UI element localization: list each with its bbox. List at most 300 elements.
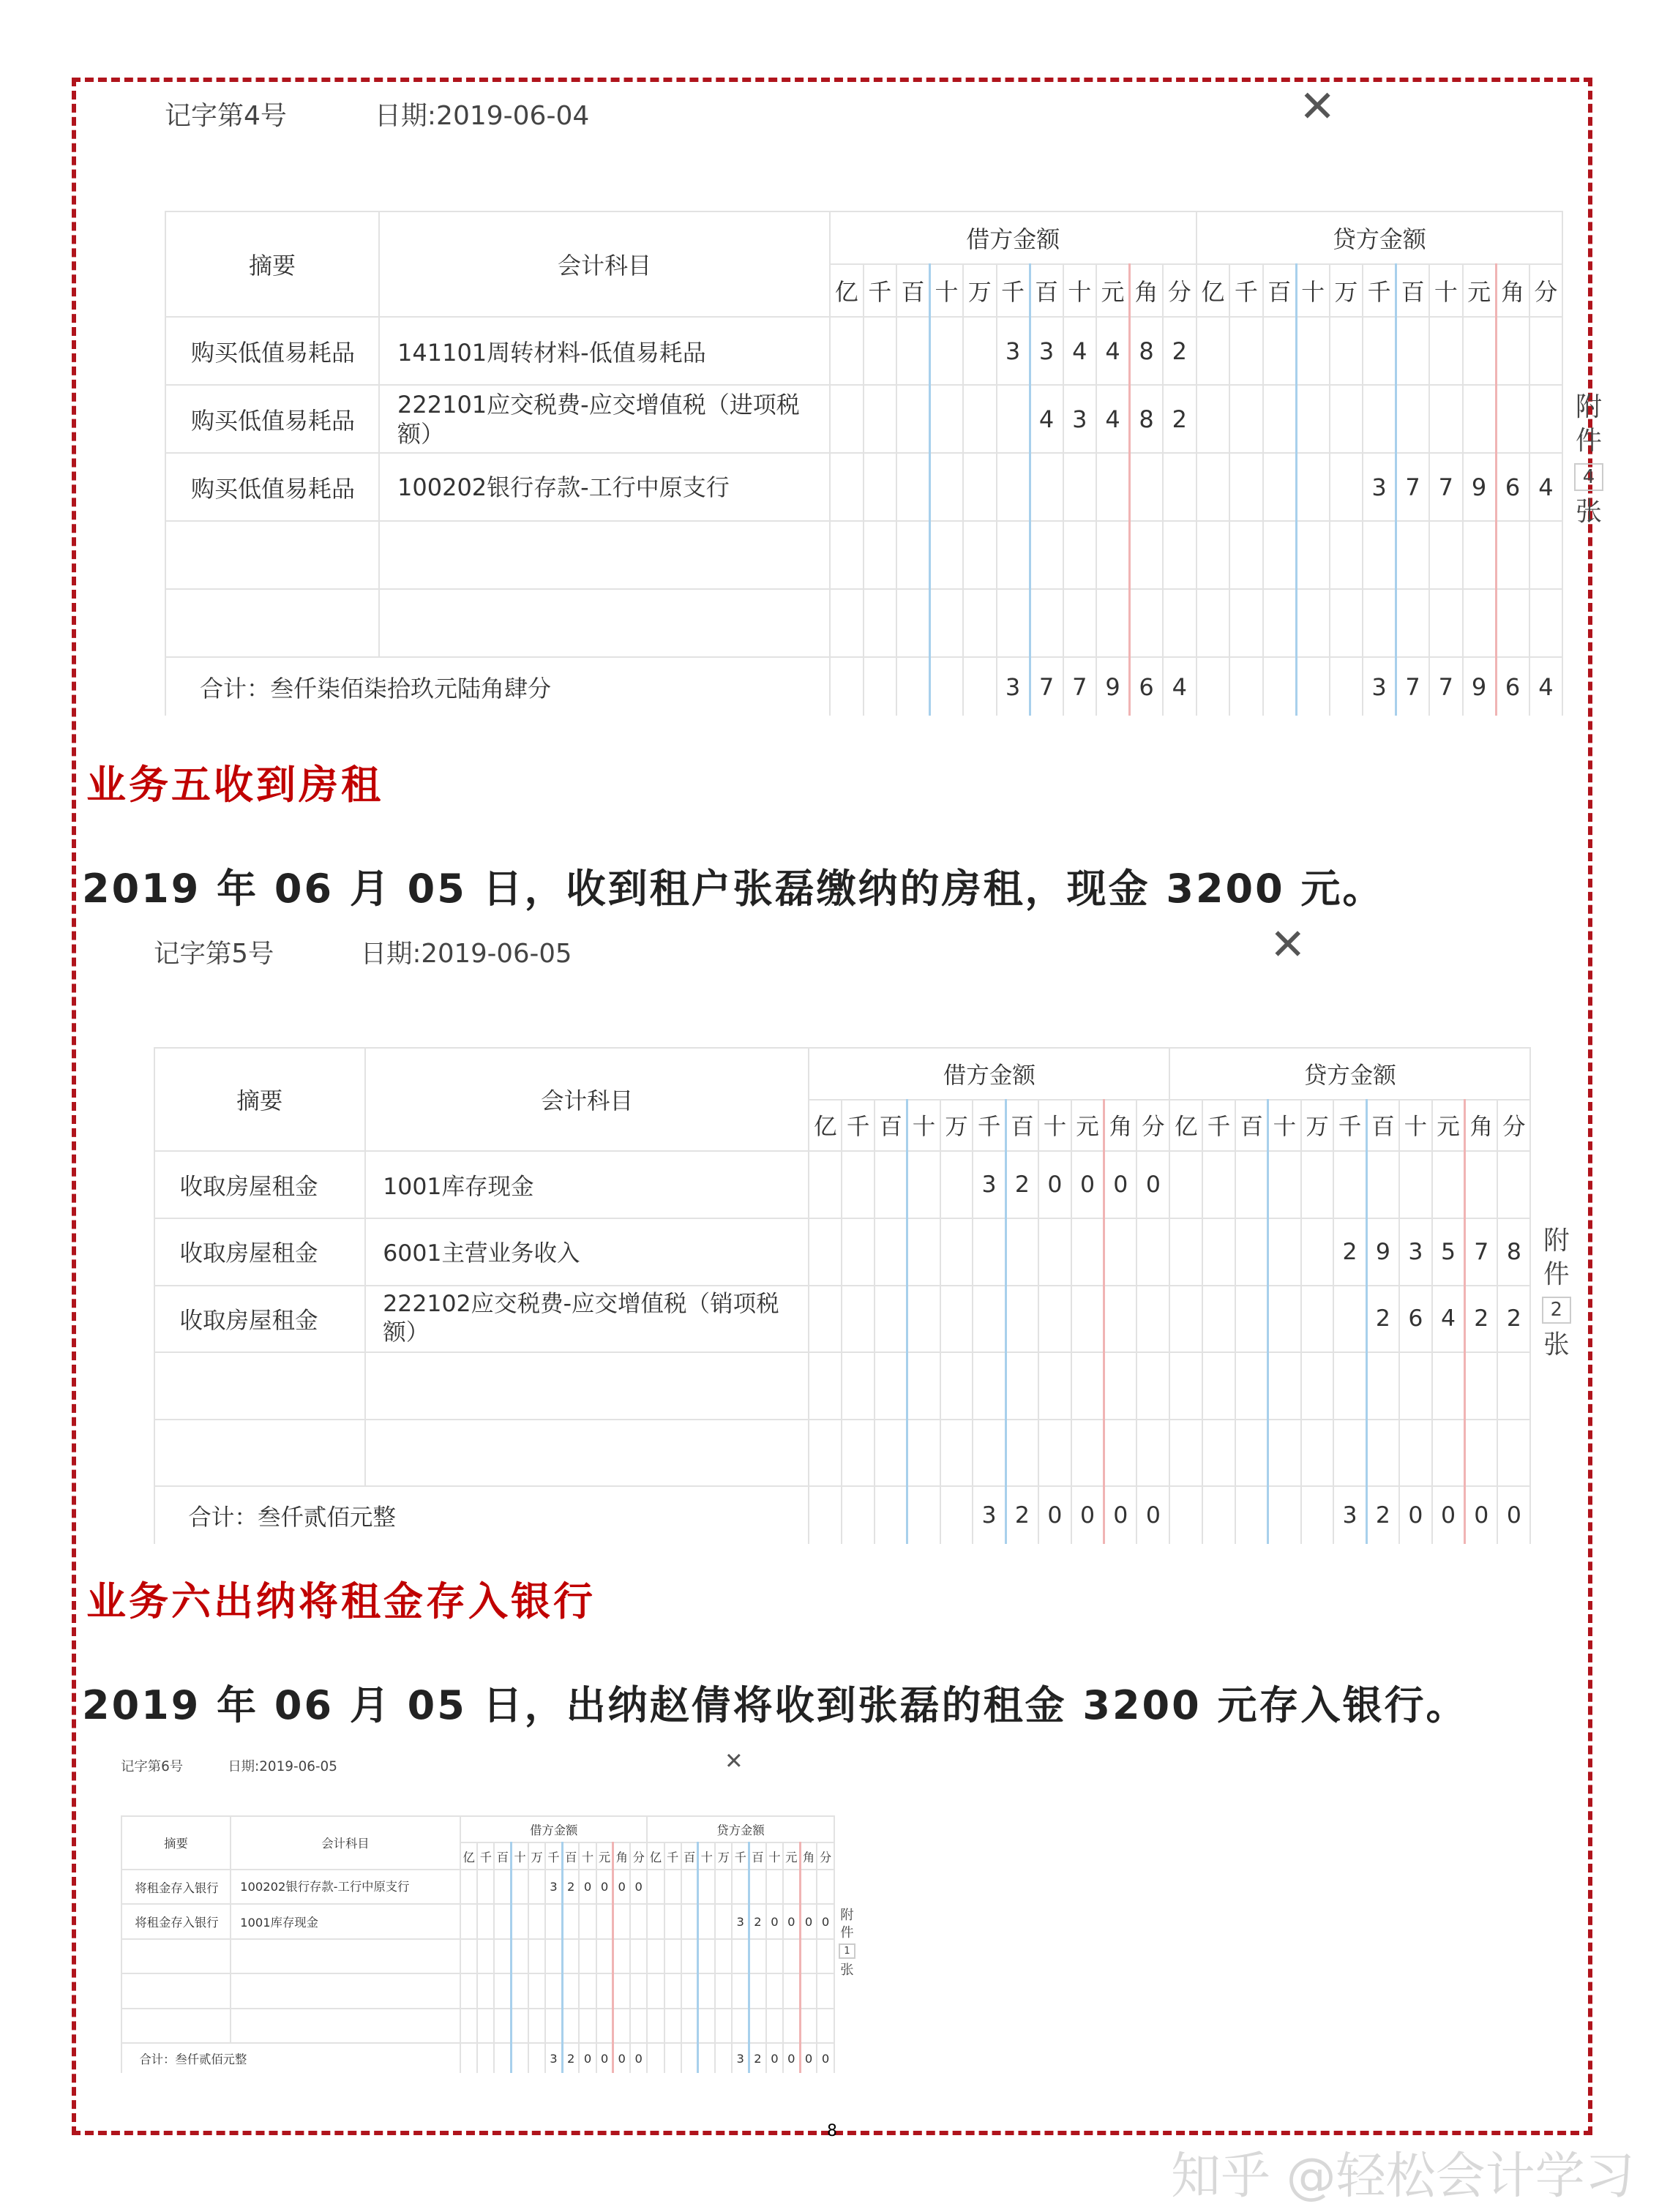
debit-digit <box>596 2009 613 2043</box>
total-debit-digit: 3 <box>545 2043 562 2073</box>
debit-digit <box>875 1218 907 1286</box>
debit-digit <box>613 1973 630 2008</box>
digit-place-header: 元 <box>1071 1100 1104 1152</box>
voucher-header <box>165 95 589 132</box>
debit-digit <box>477 1973 494 2008</box>
debit-digit <box>1071 1218 1104 1286</box>
credit-digit <box>1263 385 1297 453</box>
debit-digit <box>896 453 930 521</box>
credit-digit <box>783 2009 800 2043</box>
debit-digit: 0 <box>1071 1151 1104 1218</box>
total-debit-digit <box>907 1486 940 1544</box>
digit-place-header: 十 <box>1429 264 1463 317</box>
total-row <box>121 2043 834 2073</box>
digit-place-header: 百 <box>681 1842 698 1870</box>
row-summary[interactable]: 购买低值易耗品 <box>165 453 379 521</box>
digit-place-header: 千 <box>732 1842 749 1870</box>
total-debit-digit <box>930 657 964 716</box>
debit-digit <box>562 1939 579 1973</box>
attachment-label: 件 <box>1575 426 1602 457</box>
total-credit-digit: 0 <box>1432 1486 1465 1544</box>
digit-place-header: 千 <box>1363 264 1396 317</box>
credit-digit <box>1301 1286 1334 1353</box>
digit-place-header: 分 <box>817 1842 834 1870</box>
voucher-table <box>121 1815 835 2073</box>
digit-place-header: 元 <box>783 1842 800 1870</box>
debit-digit: 0 <box>630 1870 647 1904</box>
voucher-number: 记字第5号 <box>154 939 274 969</box>
credit-digit <box>1363 317 1396 385</box>
row-subject[interactable] <box>231 2009 460 2043</box>
credit-digit <box>681 2009 698 2043</box>
digit-place-header: 十 <box>512 1842 528 1870</box>
debit-digit <box>477 1904 494 1938</box>
credit-digit <box>1196 521 1230 589</box>
debit-digit <box>809 1218 842 1286</box>
credit-digit <box>1235 1352 1268 1420</box>
debit-digit <box>1163 521 1196 589</box>
debit-digit <box>1071 1420 1104 1487</box>
row-subject[interactable] <box>231 1939 460 1973</box>
summary-header: 摘要 <box>121 1816 231 1870</box>
credit-digit: 4 <box>1529 453 1563 521</box>
table-row <box>154 1151 1530 1218</box>
credit-digit <box>1429 385 1463 453</box>
digit-place-header: 角 <box>1496 264 1529 317</box>
row-subject[interactable]: 1001库存现金 <box>365 1151 809 1218</box>
debit-digit <box>1104 1286 1137 1353</box>
credit-digit: 0 <box>766 1904 783 1938</box>
credit-digit <box>1330 317 1363 385</box>
credit-digit <box>817 2009 834 2043</box>
credit-digit <box>1465 1420 1498 1487</box>
credit-digit <box>1333 1286 1366 1353</box>
digit-place-header: 百 <box>1366 1100 1399 1152</box>
credit-digit <box>664 1870 681 1904</box>
debit-digit <box>1096 589 1130 657</box>
debit-digit <box>545 2009 562 2043</box>
attachment-count-input[interactable]: 2 <box>1542 1297 1570 1324</box>
digit-place-header: 元 <box>1096 264 1130 317</box>
debit-digit <box>940 1420 973 1487</box>
total-debit-digit <box>512 2043 528 2073</box>
total-credit-digit: 3 <box>1363 657 1396 716</box>
credit-digit <box>1529 317 1563 385</box>
credit-digit <box>681 1870 698 1904</box>
credit-digit: 3 <box>732 1904 749 1938</box>
row-summary[interactable] <box>154 1420 365 1487</box>
voucher-date: 日期:2019-06-04 <box>374 101 590 131</box>
credit-digit <box>1366 1352 1399 1420</box>
digit-place-header: 百 <box>1030 264 1063 317</box>
total-credit-digit <box>1268 1486 1301 1544</box>
row-summary[interactable]: 购买低值易耗品 <box>165 317 379 385</box>
total-debit-digit <box>896 657 930 716</box>
digit-place-header: 百 <box>494 1842 511 1870</box>
total-debit-digit: 0 <box>1071 1486 1104 1544</box>
debit-digit <box>562 1904 579 1938</box>
debit-digit <box>940 1352 973 1420</box>
total-debit-digit <box>809 1486 842 1544</box>
debit-digit: 3 <box>1063 385 1097 453</box>
attachment-count-input[interactable]: 1 <box>839 1943 855 1959</box>
total-credit-digit: 6 <box>1496 657 1529 716</box>
row-summary[interactable]: 收取房屋租金 <box>154 1151 365 1218</box>
digit-place-header: 角 <box>1465 1100 1498 1152</box>
row-subject[interactable]: 222102应交税费-应交增值税（销项税额） <box>365 1286 809 1353</box>
attachment-label: 件 <box>1543 1259 1570 1289</box>
credit-digit <box>1229 385 1263 453</box>
attachment-label: 张 <box>840 1962 854 1978</box>
debit-digit <box>460 1939 477 1973</box>
credit-digit <box>1229 317 1263 385</box>
debit-digit <box>1005 1420 1038 1487</box>
credit-digit: 6 <box>1399 1286 1432 1353</box>
subject-header: 会计科目 <box>365 1048 809 1152</box>
debit-digit <box>1163 453 1196 521</box>
total-credit-digit <box>647 2043 664 2073</box>
credit-digit <box>783 1973 800 2008</box>
digit-place-header: 百 <box>749 1842 766 1870</box>
row-subject[interactable]: 6001主营业务收入 <box>365 1218 809 1286</box>
credit-digit <box>817 1939 834 1973</box>
total-debit-digit: 2 <box>1005 1486 1038 1544</box>
debit-digit <box>907 1151 940 1218</box>
total-debit-digit: 7 <box>1030 657 1063 716</box>
debit-digit <box>907 1352 940 1420</box>
debit-digit <box>864 385 897 453</box>
credit-digit <box>715 2009 732 2043</box>
total-row <box>154 1486 1530 1544</box>
debit-digit <box>842 1218 875 1286</box>
total-debit-digit: 9 <box>1096 657 1130 716</box>
debit-digit <box>997 453 1030 521</box>
debit-digit <box>809 1420 842 1487</box>
credit-digit <box>1333 1352 1366 1420</box>
digit-place-header: 十 <box>1063 264 1097 317</box>
total-debit-digit <box>940 1486 973 1544</box>
credit-digit <box>1529 589 1563 657</box>
total-debit-digit: 6 <box>1130 657 1164 716</box>
row-summary[interactable] <box>121 1939 231 1973</box>
voucher-number: 记字第6号 <box>121 1759 184 1774</box>
credit-amount-header: 贷方金额 <box>1196 211 1563 264</box>
debit-digit <box>512 1973 528 2008</box>
debit-digit <box>579 1904 596 1938</box>
digit-place-header: 万 <box>940 1100 973 1152</box>
credit-digit <box>1396 317 1430 385</box>
credit-digit <box>698 1973 715 2008</box>
debit-digit: 8 <box>1130 385 1164 453</box>
total-credit-digit <box>1296 657 1330 716</box>
credit-digit: 2 <box>1497 1286 1530 1353</box>
credit-digit <box>1333 1151 1366 1218</box>
digit-place-header: 十 <box>766 1842 783 1870</box>
voucher-table <box>154 1047 1531 1545</box>
total-credit-digit <box>1169 1486 1202 1544</box>
digit-place-header: 分 <box>1529 264 1563 317</box>
debit-digit <box>528 2009 545 2043</box>
credit-digit <box>1497 1420 1530 1487</box>
credit-digit <box>1463 521 1497 589</box>
total-debit-digit: 0 <box>596 2043 613 2073</box>
total-label: 合计：叁仟贰佰元整 <box>154 1486 809 1544</box>
row-summary[interactable]: 收取房屋租金 <box>154 1286 365 1353</box>
debit-digit <box>613 1904 630 1938</box>
credit-digit <box>749 1939 766 1973</box>
debit-digit <box>907 1218 940 1286</box>
credit-digit <box>1268 1151 1301 1218</box>
credit-digit <box>1465 1151 1498 1218</box>
row-subject[interactable]: 1001库存现金 <box>231 1904 460 1938</box>
table-row <box>165 589 1562 657</box>
debit-digit <box>997 521 1030 589</box>
table-row <box>121 1870 834 1904</box>
digit-place-header: 分 <box>630 1842 647 1870</box>
debit-digit <box>963 385 997 453</box>
digit-place-header: 十 <box>1296 264 1330 317</box>
debit-digit <box>896 521 930 589</box>
total-debit-digit: 3 <box>973 1486 1005 1544</box>
credit-amount-header: 贷方金额 <box>647 1816 834 1843</box>
debit-digit <box>963 317 997 385</box>
table-row <box>121 2009 834 2043</box>
row-subject[interactable] <box>379 589 830 657</box>
close-icon[interactable]: ✕ <box>1270 919 1306 970</box>
debit-digit <box>907 1286 940 1353</box>
debit-digit <box>1136 1420 1169 1487</box>
debit-digit <box>973 1420 1005 1487</box>
credit-digit <box>1429 317 1463 385</box>
row-subject[interactable]: 100202银行存款-工行中原支行 <box>231 1870 460 1904</box>
total-credit-digit <box>1196 657 1230 716</box>
credit-digit <box>1496 385 1529 453</box>
debit-digit <box>930 453 964 521</box>
credit-digit <box>1235 1151 1268 1218</box>
row-subject[interactable] <box>365 1352 809 1420</box>
credit-digit: 3 <box>1399 1218 1432 1286</box>
debit-digit <box>494 1973 511 2008</box>
credit-digit <box>1330 453 1363 521</box>
credit-digit <box>732 1870 749 1904</box>
debit-digit <box>512 2009 528 2043</box>
total-debit-digit <box>875 1486 907 1544</box>
debit-digit <box>842 1420 875 1487</box>
credit-digit <box>1366 1420 1399 1487</box>
row-subject[interactable] <box>365 1420 809 1487</box>
debit-digit <box>1096 453 1130 521</box>
credit-digit <box>1169 1352 1202 1420</box>
debit-digit <box>1005 1218 1038 1286</box>
debit-digit <box>477 1939 494 1973</box>
credit-digit <box>1432 1420 1465 1487</box>
debit-digit: 0 <box>1104 1151 1137 1218</box>
digit-place-header: 亿 <box>1169 1100 1202 1152</box>
debit-digit <box>562 2009 579 2043</box>
debit-digit <box>1063 521 1097 589</box>
credit-digit <box>1169 1218 1202 1286</box>
debit-digit <box>940 1218 973 1286</box>
debit-digit <box>973 1218 1005 1286</box>
close-icon[interactable]: ✕ <box>1299 81 1336 132</box>
business-six-description: 2019 年 06 月 05 日，出纳赵倩将收到张磊的租金 3200 元存入银行。 <box>82 1682 1468 1728</box>
debit-digit <box>596 1973 613 2008</box>
close-icon[interactable]: ✕ <box>724 1748 744 1774</box>
credit-digit <box>1363 589 1396 657</box>
debit-amount-header: 借方金额 <box>830 211 1196 264</box>
debit-digit <box>1005 1286 1038 1353</box>
credit-digit: 7 <box>1429 453 1463 521</box>
debit-digit: 0 <box>579 1870 596 1904</box>
total-credit-digit <box>1235 1486 1268 1544</box>
debit-digit <box>864 521 897 589</box>
credit-digit <box>698 1939 715 1973</box>
debit-digit <box>830 453 864 521</box>
debit-digit <box>579 1939 596 1973</box>
credit-digit: 4 <box>1432 1286 1465 1353</box>
row-summary[interactable]: 将租金存入银行 <box>121 1904 231 1938</box>
credit-digit <box>1429 589 1463 657</box>
digit-place-header: 角 <box>800 1842 817 1870</box>
row-subject[interactable]: 141101周转材料-低值易耗品 <box>379 317 830 385</box>
debit-digit <box>930 521 964 589</box>
credit-digit <box>1396 521 1430 589</box>
debit-digit <box>1038 1218 1071 1286</box>
debit-digit <box>512 1904 528 1938</box>
debit-digit <box>864 317 897 385</box>
digit-place-header: 万 <box>528 1842 545 1870</box>
table-row <box>154 1420 1530 1487</box>
total-credit-digit <box>1263 657 1297 716</box>
table-row <box>154 1352 1530 1420</box>
total-credit-digit <box>681 2043 698 2073</box>
credit-digit <box>1268 1352 1301 1420</box>
debit-digit <box>963 453 997 521</box>
row-subject[interactable]: 100202银行存款-工行中原支行 <box>379 453 830 521</box>
debit-digit <box>842 1151 875 1218</box>
total-debit-digit <box>460 2043 477 2073</box>
row-subject[interactable] <box>231 1973 460 2008</box>
credit-digit <box>766 1973 783 2008</box>
debit-digit <box>512 1939 528 1973</box>
debit-digit <box>896 317 930 385</box>
attachment-label: 附 <box>840 1908 854 1924</box>
business-six-heading: 业务六出纳将租金存入银行 <box>86 1578 596 1624</box>
debit-digit <box>1030 589 1063 657</box>
total-debit-digit: 2 <box>562 2043 579 2073</box>
debit-digit <box>940 1286 973 1353</box>
debit-digit <box>613 1939 630 1973</box>
total-debit-digit <box>494 2043 511 2073</box>
digit-place-header: 百 <box>562 1842 579 1870</box>
credit-digit <box>1268 1218 1301 1286</box>
credit-digit <box>1301 1352 1334 1420</box>
credit-digit <box>1202 1352 1235 1420</box>
row-summary[interactable] <box>121 2009 231 2043</box>
row-summary[interactable]: 将租金存入银行 <box>121 1870 231 1904</box>
total-credit-digit: 7 <box>1429 657 1463 716</box>
attachment-count <box>839 1907 855 1979</box>
debit-digit <box>809 1286 842 1353</box>
credit-digit <box>1169 1420 1202 1487</box>
credit-digit <box>1296 589 1330 657</box>
row-summary[interactable] <box>165 521 379 589</box>
credit-digit <box>1235 1420 1268 1487</box>
debit-digit: 2 <box>562 1870 579 1904</box>
credit-digit <box>783 1870 800 1904</box>
debit-digit <box>809 1352 842 1420</box>
debit-digit <box>545 1939 562 1973</box>
credit-digit <box>1263 453 1297 521</box>
row-summary[interactable]: 购买低值易耗品 <box>165 385 379 453</box>
total-debit-digit: 0 <box>613 2043 630 2073</box>
digit-place-header: 百 <box>896 264 930 317</box>
attachment-count-input[interactable]: 4 <box>1574 463 1603 491</box>
debit-digit <box>545 1904 562 1938</box>
credit-digit <box>1465 1352 1498 1420</box>
debit-digit <box>809 1151 842 1218</box>
credit-digit <box>1235 1286 1268 1353</box>
digit-place-header: 千 <box>864 264 897 317</box>
credit-digit <box>1229 453 1263 521</box>
debit-digit: 3 <box>997 317 1030 385</box>
digit-place-header: 千 <box>973 1100 1005 1152</box>
digit-place-header: 百 <box>1263 264 1297 317</box>
credit-digit <box>749 2009 766 2043</box>
digit-place-header: 千 <box>664 1842 681 1870</box>
debit-digit: 2 <box>1163 385 1196 453</box>
digit-place-header: 亿 <box>809 1100 842 1152</box>
attachment-label: 张 <box>1575 497 1602 528</box>
digit-place-header: 角 <box>1130 264 1164 317</box>
debit-digit <box>1038 1286 1071 1353</box>
credit-digit <box>1202 1218 1235 1286</box>
debit-digit: 4 <box>1096 385 1130 453</box>
total-credit-digit: 9 <box>1463 657 1497 716</box>
credit-digit <box>1196 589 1230 657</box>
digit-place-header: 分 <box>1163 264 1196 317</box>
debit-digit: 4 <box>1096 317 1130 385</box>
credit-digit <box>698 2009 715 2043</box>
total-debit-digit: 7 <box>1063 657 1097 716</box>
debit-digit <box>930 589 964 657</box>
row-summary[interactable]: 收取房屋租金 <box>154 1218 365 1286</box>
total-debit-digit: 0 <box>630 2043 647 2073</box>
credit-digit <box>681 1904 698 1938</box>
attachment-label: 附 <box>1575 392 1602 423</box>
row-summary[interactable] <box>154 1352 365 1420</box>
credit-digit <box>800 1870 817 1904</box>
debit-digit <box>630 1939 647 1973</box>
table-row <box>165 317 1562 385</box>
credit-digit <box>1496 317 1529 385</box>
row-summary[interactable] <box>165 589 379 657</box>
row-summary[interactable] <box>121 1973 231 2008</box>
digit-place-header: 万 <box>715 1842 732 1870</box>
debit-digit <box>930 317 964 385</box>
debit-digit <box>494 1870 511 1904</box>
debit-digit <box>1038 1352 1071 1420</box>
credit-digit: 0 <box>800 1904 817 1938</box>
credit-digit: 6 <box>1496 453 1529 521</box>
row-subject[interactable] <box>379 521 830 589</box>
credit-digit <box>715 1939 732 1973</box>
credit-digit <box>1196 385 1230 453</box>
credit-digit <box>1463 317 1497 385</box>
row-subject[interactable]: 222101应交税费-应交增值税（进项税额） <box>379 385 830 453</box>
credit-digit <box>681 1973 698 2008</box>
debit-digit <box>613 2009 630 2043</box>
